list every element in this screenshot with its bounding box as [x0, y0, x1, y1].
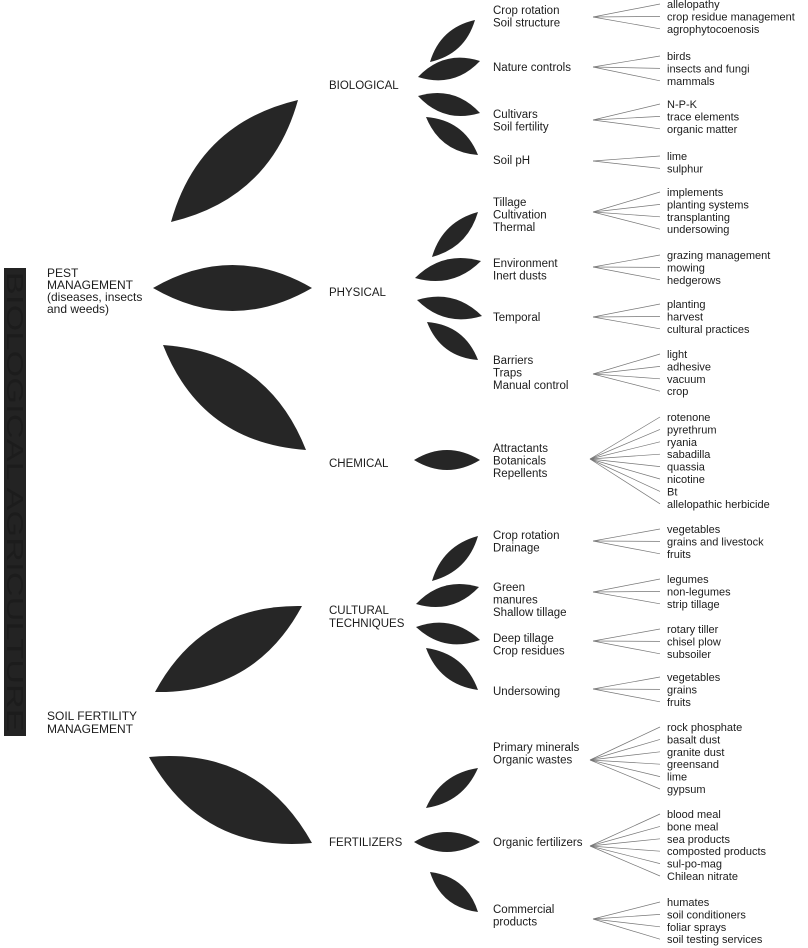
detail-label: foliar sprays — [667, 921, 727, 934]
group-label-cultural-techniques: CULTURAL — [329, 605, 389, 617]
detail-label: soil testing services — [667, 934, 763, 947]
item-label: Commercial — [493, 904, 555, 916]
detail-label: fruits — [667, 696, 691, 709]
item-label: Crop rotation — [493, 530, 560, 542]
item-label: Barriers — [493, 355, 534, 367]
connector-line — [593, 116, 660, 120]
diagram-title: BIOLOGICAL AGRICULTURE — [2, 272, 28, 584]
connector-line — [590, 760, 660, 777]
item-label: Crop residues — [493, 645, 565, 658]
leaf-item-11 — [416, 584, 479, 607]
item-label: Shallow tillage — [493, 607, 567, 619]
item-label: Cultivars — [493, 109, 538, 121]
branch-label-pest-management: (diseases, insects — [47, 290, 143, 304]
item-label: Cultivation — [493, 209, 547, 222]
item-label: Attractants — [493, 443, 548, 455]
detail-label: Chilean nitrate — [667, 871, 738, 883]
connector-line — [593, 366, 660, 374]
group-label-fertilizers: FERTILIZERS — [329, 837, 403, 849]
detail-label: strip tillage — [667, 598, 720, 611]
leaf-item-8 — [427, 322, 478, 360]
leaf-item-6 — [415, 258, 481, 281]
leaf-item-5 — [432, 212, 478, 257]
item-label: Crop rotation — [493, 5, 560, 17]
detail-label: cultural practices — [667, 323, 750, 336]
connector-line — [593, 354, 660, 374]
item-label: Thermal — [493, 222, 536, 234]
detail-label: hedgerows — [667, 274, 721, 287]
connector-line — [593, 16, 660, 17]
detail-label: composted products — [667, 846, 767, 859]
connector-line — [593, 56, 660, 67]
connector-line — [590, 839, 660, 846]
connector-line — [593, 67, 660, 68]
detail-label: humates — [667, 897, 710, 909]
group-label-biological: BIOLOGICAL — [329, 80, 399, 92]
connector-line — [593, 204, 660, 212]
connector-line — [593, 255, 660, 267]
connector-line — [590, 727, 660, 760]
connector-line — [593, 641, 660, 654]
detail-label: grains and livestock — [667, 536, 764, 549]
leaf-item-3 — [418, 93, 480, 116]
detail-label: greensand — [667, 759, 719, 772]
detail-label: rock phosphate — [667, 722, 743, 734]
detail-label: adhesive — [667, 361, 712, 374]
item-label: Green — [493, 582, 525, 594]
item-label: Repellents — [493, 468, 548, 480]
leaf-item-1 — [430, 20, 475, 62]
branch-label-soil-fertility: SOIL FERTILITY — [47, 709, 138, 723]
connector-line — [593, 104, 660, 120]
leaf-item-4 — [426, 117, 478, 155]
detail-label: non-legumes — [667, 586, 731, 599]
detail-label: grazing management — [667, 250, 771, 262]
connector-line — [593, 677, 660, 689]
connector-line — [593, 919, 660, 939]
detail-label: fruits — [667, 548, 691, 561]
detail-label: agrophytocoenosis — [667, 23, 760, 36]
detail-label: subsoiler — [667, 648, 712, 661]
leaf-item-9 — [414, 450, 480, 470]
item-label: Botanicals — [493, 455, 547, 468]
connector-line — [593, 316, 660, 317]
connector-line — [593, 4, 660, 17]
detail-label: blood meal — [667, 809, 721, 821]
connector-line — [593, 67, 660, 81]
detail-label: vegetables — [667, 672, 721, 684]
connector-line — [593, 919, 660, 927]
branch-label-pest-management: and weeds) — [47, 302, 110, 316]
detail-label: sulphur — [667, 163, 704, 176]
detail-label: sea products — [667, 833, 730, 846]
detail-label: chisel plow — [667, 636, 721, 649]
connector-line — [593, 120, 660, 129]
connector-line — [593, 629, 660, 641]
detail-label: light — [667, 349, 688, 361]
connector-line — [593, 592, 660, 604]
leaf-item-13 — [426, 648, 478, 690]
detail-label: basalt dust — [667, 734, 721, 747]
item-label: Organic fertilizers — [493, 837, 583, 849]
detail-label: trace elements — [667, 111, 740, 124]
item-label: Soil structure — [493, 17, 561, 30]
item-label: Deep tillage — [493, 633, 554, 645]
detail-label: crop — [667, 386, 689, 399]
connector-fans — [590, 4, 660, 939]
detail-label: harvest — [667, 311, 704, 324]
item-label: Undersowing — [493, 686, 561, 698]
connector-line — [590, 814, 660, 846]
item-label: Environment — [493, 258, 558, 270]
item-label: Traps — [493, 367, 522, 380]
detail-label: mowing — [667, 262, 705, 275]
connector-line — [590, 417, 660, 459]
connector-line — [590, 739, 660, 760]
detail-label: crop residue management — [667, 11, 795, 24]
connector-line — [593, 17, 660, 29]
item-label: Tillage — [493, 197, 527, 209]
detail-label: soil conditioners — [667, 909, 746, 922]
branch-label-soil-fertility: MANAGEMENT — [47, 722, 134, 736]
detail-label: vegetables — [667, 524, 721, 536]
detail-label: allelopathic herbicide — [667, 498, 770, 511]
detail-label: planting — [667, 299, 706, 311]
detail-label: granite dust — [667, 746, 725, 759]
connector-line — [593, 267, 660, 280]
group-label-cultural-techniques: TECHNIQUES — [329, 618, 405, 630]
item-label: Drainage — [493, 542, 540, 555]
title-bar — [2, 268, 28, 736]
connector-line — [593, 156, 660, 161]
connector-line — [590, 760, 660, 764]
detail-label: quassia — [667, 461, 705, 474]
detail-label: gypsum — [667, 784, 706, 796]
connector-line — [590, 459, 660, 479]
detail-label: mammals — [667, 75, 715, 88]
leaf-item-15 — [414, 832, 480, 852]
leaf-soil-to-cultural — [155, 606, 302, 692]
item-label: Manual control — [493, 380, 569, 392]
connector-line — [593, 529, 660, 541]
leaf-pest-to-chemical — [163, 345, 306, 450]
item-label: Temporal — [493, 312, 541, 324]
leaf-item-10 — [432, 536, 478, 581]
diagram-labels — [47, 0, 795, 946]
connector-line — [593, 579, 660, 592]
detail-label: organic matter — [667, 123, 738, 136]
item-label: Soil pH — [493, 155, 531, 167]
detail-label: nicotine — [667, 474, 705, 486]
connector-line — [590, 760, 660, 789]
connector-line — [593, 591, 660, 592]
detail-label: lime — [667, 151, 688, 163]
detail-label: pyrethrum — [667, 424, 717, 437]
item-label: manures — [493, 594, 538, 607]
detail-label: undersowing — [667, 224, 730, 237]
detail-label: grains — [667, 684, 697, 697]
group-label-chemical: CHEMICAL — [329, 458, 389, 470]
connector-line — [590, 752, 660, 760]
detail-label: rotenone — [667, 412, 711, 424]
detail-label: bone meal — [667, 821, 719, 834]
detail-label: vacuum — [667, 373, 706, 386]
item-label: products — [493, 916, 538, 929]
item-label: Primary minerals — [493, 742, 580, 754]
branch-label-pest-management: MANAGEMENT — [47, 278, 134, 292]
item-label: Nature controls — [493, 62, 571, 74]
detail-label: birds — [667, 51, 691, 63]
leaf-item-16 — [430, 872, 478, 912]
item-label: Soil fertility — [493, 121, 549, 134]
detail-label: sul-po-mag — [667, 858, 723, 871]
detail-label: planting systems — [667, 199, 749, 212]
leaf-connectors — [149, 20, 482, 912]
connector-line — [593, 541, 660, 554]
connector-line — [590, 826, 660, 846]
detail-label: implements — [667, 187, 724, 199]
detail-label: Bt — [667, 486, 678, 499]
detail-label: lime — [667, 771, 688, 784]
detail-label: ryania — [667, 436, 697, 449]
connector-line — [593, 689, 660, 702]
connector-line — [590, 459, 660, 491]
item-label: Inert dusts — [493, 270, 547, 283]
item-label: Organic wastes — [493, 754, 573, 767]
leaf-item-2 — [418, 58, 480, 81]
leaf-item-12 — [416, 623, 480, 645]
branch-label-pest-management: PEST — [47, 266, 79, 280]
detail-label: sabadilla — [667, 449, 711, 462]
connector-line — [593, 161, 660, 168]
leaf-pest-to-physical — [153, 265, 312, 311]
detail-label: N-P-K — [667, 99, 697, 111]
detail-label: insects and fungi — [667, 63, 750, 76]
leaf-item-14 — [426, 768, 478, 808]
leaf-soil-to-fertilizers — [149, 756, 312, 844]
connector-line — [593, 304, 660, 317]
group-label-physical: PHYSICAL — [329, 287, 386, 299]
connector-line — [593, 192, 660, 212]
detail-label: legumes — [667, 574, 709, 586]
detail-label: rotary tiller — [667, 624, 719, 636]
detail-label: allelopathy — [667, 0, 720, 11]
detail-label: transplanting — [667, 211, 730, 224]
connector-line — [593, 317, 660, 329]
leaf-item-7 — [417, 297, 482, 320]
leaf-pest-to-biological — [171, 100, 298, 222]
